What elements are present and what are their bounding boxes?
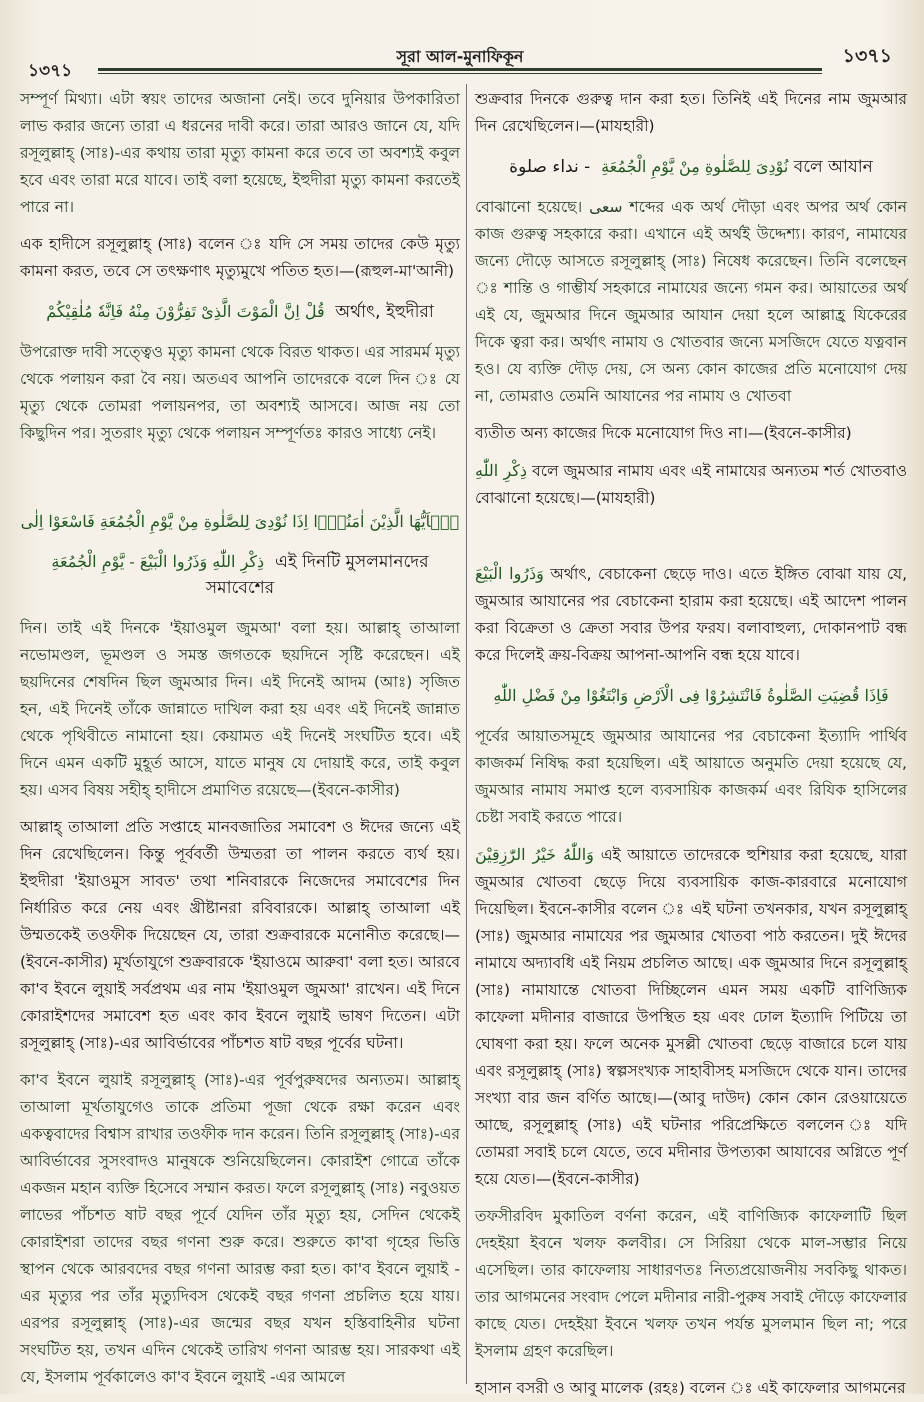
page-title: সূরা আল-মুনাফিকূন <box>396 47 524 66</box>
paragraph: আল্লাহ্ তাআলা প্রতি সপ্তাহে মানবজাতির সমাবেশ ও ঈদের জন্যে এই দিন রেখেছিলেন। কিন্তু পূর্ববর্তী উম্মতরা তা পালন করতে ব্যর্থ হয়। ইহুদীরা 'ইয়াওমুস সাবত' তথা শনিবারকে নিজেদের সমাবেশের দিন নির্ধারিত করে নেয় এবং খ্রীষ্টানরা রবিবারকে। আল্লাহ্ তাআলা এই উম্মতকেই তওফীক দিয়েছেন যে, তারা শুক্রবারকে মনোনীত করেছে।—(ইবনে-কাসীর) মূর্খতাযুগে শুক্রবারকে 'ইয়াওমে আরুবা' বলা হত। আরবে কা'ব ইবনে লুয়াই সর্বপ্রথম এর নাম 'ইয়াওমুল জুমআ' রাখেন। এই দিনে কোরাইশদের সমাবেশ হত এবং কাব ইবনে লুয়াই ভাষণ দিতেন। এটা রসূলুল্লাহ্ (সাঃ)-এর আবির্ভাবের পাঁচশত ষাট বছর পূর্বের ঘটনা। <box>20 818 460 1052</box>
spacer <box>475 522 907 560</box>
arabic-verse: ذِكْرِ اللّٰهِ <box>475 461 528 480</box>
arabic-verse: وَذَرُوا الْبَیْعَ <box>475 564 544 583</box>
paragraph <box>475 841 907 1193</box>
paragraph: হাসান বসরী ও আবু মালেক (রহঃ) বলেন ঃ এই কাফেলার আগমনের <box>475 1379 906 1397</box>
arabic-verse-line <box>20 549 460 601</box>
spacer <box>20 457 460 495</box>
paragraph: এক হাদীসে রসূলুল্লাহ্ (সাঃ) বলেন ঃ যদি সে সময় তাদের কেউ মৃত্যু কামনা করত, তবে সে তৎক্ষণাৎ মৃত্যুমুখে পতিত হত।—(রূহুল-মা'আনী) <box>20 235 460 280</box>
verse-gloss: এই দিনটি মুসলমানদের সমাবেশের <box>205 552 429 598</box>
page-number-right: ১৩৭১ <box>842 45 892 67</box>
arabic-verse: نُوْدِیَ لِلصَّلٰوةِ مِنْ یَّوْمِ الْجُمُعَةِ <box>601 157 789 176</box>
paragraph: কা'ব ইবনে লুয়াই রসূলুল্লাহ্ (সাঃ)-এর পূর্বপুরুষদের অন্যতম। আল্লাহ্ তাআলা মূর্খতাযুগেও তাকে প্রতিমা পূজা থেকে রক্ষা করেন এবং একত্ববাদের বিশ্বাস রাখার তওফীক দান করেন। তিনি রসূলুল্লাহ্ (সাঃ)-এর আবির্ভাবের সুসংবাদও মানুষকে শুনিয়েছিলেন। কোরাইশ গোত্রে তাঁকে একজন মহান ব্যক্তি হিসেবে সম্মান করত। ফলে রসূলুল্লাহ্ (সাঃ) নবুওয়ত লাভের পাঁচশত ষাট বছর পূর্বে যেদিন তাঁর মৃত্যু হয়, সেদিন থেকেই কোরাইশরা তাদের বছর গণনা শুরু করে। শুরুতে কা'বা গৃহের ভিত্তি স্থাপন থেকে আরবদের বছর গণনা আরম্ভ করা হত। কা'ব ইবনে লুয়াই - এর মৃত্যুর পর তাঁর মৃত্যুদিবস থেকেই বছর গণনা প্রচলিত হয়ে যায়। এরপর রসূলুল্লাহ্ (সাঃ)-এর জন্মের বছর যখন হস্তিবাহিনীর ঘটনা সংঘটিত হয়, তখন এদিন থেকেই তারিখ গণনা আরম্ভ হয়। সারকথা এই যে, ইসলাম পূর্বকালেও কা'ব ইবনে লুয়াই -এর আমলে <box>20 1071 460 1386</box>
column-divider <box>466 84 467 1384</box>
arabic-verse: فَاِذَا قُضِیَتِ الصَّلٰوةُ فَانْتَشِرُوْا فِی الْاَرْضِ وَابْتَغُوْا مِنْ فَضْلِ اللّٰهِ <box>493 686 889 705</box>
header-rule <box>98 68 822 71</box>
arabic-verse: ذِكْرِ اللّٰهِ وَذَرُوا الْبَیْعَ - یَّوْمِ الْجُمُعَةِ <box>51 552 265 571</box>
arabic-verse: یٰۤاَیُّهَا الَّذِیْنَ اٰمَنُوْۤا اِذَا نُوْدِیَ لِلصَّلٰوةِ مِنْ یَّوْمِ الْجُمُعَةِ فَاسْعَوْا اِلٰى <box>20 512 460 531</box>
paragraph: সম্পূর্ণ মিথ্যা। এটা স্বয়ং তাদের অজানা নেই। তবে দুনিয়ার উপকারিতা লাভ করার জন্যে তারা এ ধরনের দাবী করে। তারা আরও জানে যে, যদি রসূলুল্লাহ্ (সাঃ)-এর কথায় তারা মৃত্যু কামনা করে তবে তা অবশ্যই কবুল হবে এবং তারা মরে যাবে। তাই বলা হয়েছে, ইহুদীরা মৃত্যু কামনা করতেই পারে না। <box>20 90 460 216</box>
paragraph: উপরোক্ত দাবী সত্ত্বেও মৃত্যু কামনা থেকে বিরত থাকত। এর সারমর্ম মৃত্যু থেকে পলায়ন করা বৈ নয়। অতএব আপনি তাদেরকে বলে দিন ঃ যে মৃত্যু থেকে তোমরা পলায়নপর, তা অবশ্যই আসবে। আজ নয় তো কিছুদিন পর। সুতরাং মৃত্যু থেকে পলায়ন সম্পূর্ণতঃ কারও সাধ্যে নেই। <box>20 343 460 442</box>
arabic-verse-line <box>20 509 460 535</box>
arabic-verse-line <box>475 154 907 180</box>
paragraph: বোঝানো হয়েছে। سعى শব্দের এক অর্থ দৌড়া এবং অপর অর্থ কোন কাজ গুরুত্ব সহকারে করা। এখানে এই অর্থই উদ্দেশ্য। কারণ, নামাযের জন্যে দৌড়ে আসতে রসূলুল্লাহ্ (সাঃ) নিষেধ করেছেন। তিনি বলেছেন ঃ শান্তি ও গাম্ভীর্য সহকারে নামাযের জন্যে গমন কর। আয়াতের অর্থ এই যে, জুমআর দিনে জুমআর আযান দেয়া হলে আল্লাহ্র যিকেরের দিকে ত্বরা কর। অর্থাৎ নামায ও খোতবার জন্যে মসজিদে যেতে যত্নবান হও। যে ব্যক্তি দৌড় দেয়, সে অন্য কোন কাজের প্রতি মনোযোগ দেয় না, তোমরাও তেমনি আযানের পর নামায ও খোতবা <box>475 198 907 405</box>
arabic-verse-line <box>475 683 907 709</box>
paragraph: ব্যতীত অন্য কাজের দিকে মনোযোগ দিও না।—(ইবনে-কাসীর) <box>475 424 852 442</box>
verse-gloss: অর্থাৎ, ইহুদীরা <box>335 302 434 322</box>
verse-gloss: - نداء صلوة বলে আযান <box>509 157 873 177</box>
right-column <box>475 86 907 1397</box>
page-number-left: ১৩৭১ <box>28 61 73 81</box>
paragraph <box>475 560 907 669</box>
paragraph: তফসীরবিদ মুকাতিল বর্ণনা করেন, এই বাণিজ্যিক কাফেলাটি ছিল দেহইয়া ইবনে খলফ কলবীর। সে সিরিয়া থেকে মাল-সম্ভার নিয়ে এসেছিল। তার কাফেলায় সাধারণতঃ নিত্যপ্রয়োজনীয় সবকিছু থাকত। তার আগমনের সংবাদ পেলে মদীনার নারী-পুরুষ সবাই দৌড়ে কাফেলার কাছে যেত। দেহইয়া ইবনে খলফ তখন পর্যন্ত মুসলমান ছিল না; পরে ইসলাম গ্রহণ করেছিল। <box>475 1207 907 1360</box>
verse-gloss: এই আয়াতে তাদেরকে হুশিয়ার করা হয়েছে, যারা জুমআর খোতবা ছেড়ে দিয়ে ব্যবসায়িক কাজ-কারবারে মনোযোগ দিয়েছিল। ইবনে-কাসীর বলেন ঃ এই ঘটনা তখনকার, যখন রসূলুল্লাহ্ (সাঃ) জুমআর নামাযের পর জুমআর খোতবা পাঠ করতেন। দুই ঈদের নামাযে অদ্যাবধি এই নিয়ম প্রচলিত আছে। এক জুমআর দিনে রসূলুল্লাহ্ (সাঃ) নামাযান্তে খোতবা দিচ্ছিলেন এমন সময় একটি বাণিজ্যিক কাফেলা মদীনার বাজারে উপস্থিত হয় এবং ঢোল ইত্যাদি পিটিয়ে তা ঘোষণা করা হয়। ফলে অনেক মুসল্লী খোতবা ছেড়ে বাজারে চলে যায় এবং রসূলুল্লাহ্ (সাঃ) স্বল্পসংখ্যক সাহাবীসহ মসজিদে থেকে যান। তাদের সংখ্যা বার জন বর্ণিত আছে।—(আবু দাউদ) কোন কোন রেওয়ায়েতে আছে, রসূলুল্লাহ্ (সাঃ) এই ঘটনার পরিপ্রেক্ষিতে বললেন ঃ যদি তোমরা সবাই চলে যেতে, তবে মদীনার উপত্যকা আযাবের অগ্নিতে পূর্ণ হয়ে যেত।—(ইবনে-কাসীর) <box>475 846 907 1188</box>
header-rule-thin <box>98 73 822 74</box>
paragraph: শুক্রবার দিনকে গুরুত্ব দান করা হত। তিনিই এই দিনের নাম জুমআর দিন রেখেছিলেন।—(মাযহারী) <box>475 90 907 135</box>
left-column <box>20 86 460 1386</box>
arabic-verse-line <box>20 299 460 325</box>
verse-gloss: অর্থাৎ, বেচাকেনা ছেড়ে দাও। এতে ইঙ্গিত বোঝা যায় যে, জুমআর আযানের পর বেচাকেনা হারাম করা হয়েছে। এই আদেশ পালন করা বিক্রেতা ও ক্রেতা সবার উপর ফরয। বলাবাহুল্য, দোকানপাট বন্ধ করে দিলেই ক্রয়-বিক্রয় আপনা-আপনি বন্ধ হয়ে যাবে। <box>475 565 907 664</box>
paragraph: পূর্বের আয়াতসমূহে জুমআর আযানের পর বেচাকেনা ইত্যাদি পার্থিব কাজকর্ম নিষিদ্ধ করা হয়েছিল। এই আয়াতে অনুমতি দেয়া হয়েছে যে, জুমআর নামায সমাপ্ত হলে ব্যবসায়িক কাজকর্ম এবং রিযিক হাসিলের চেষ্টা সবাই করতে পারে। <box>475 727 907 826</box>
verse-gloss: বলে জুমআর নামায এবং এই নামাযের অন্যতম শর্ত খোতবাও বোঝানো হয়েছে।—(মাযহারী) <box>475 462 907 507</box>
page-header <box>20 38 900 81</box>
arabic-verse: قُلْ اِنَّ الْمَوْتَ الَّذِیْ تَفِرُّوْنَ مِنْهُ فَاِنَّهٗ مُلٰقِیْكُمْ <box>46 302 325 321</box>
paragraph <box>475 457 907 512</box>
arabic-verse: وَاللّٰهُ خَیْرُ الرّٰزِقِیْنَ <box>475 845 594 864</box>
paragraph: দিন। তাই এই দিনকে 'ইয়াওমুল জুমআ' বলা হয়। আল্লাহ্ তাআলা নভোমণ্ডল, ভূমণ্ডল ও সমস্ত জগতকে ছয়দিনে সৃষ্টি করেছেন। এই ছয়দিনের শেষদিন ছিল জুমআর দিন। এই দিনেই আদম (আঃ) সৃজিত হন, এই দিনেই তাঁকে জান্নাতে দাখিল করা হয় এবং এই দিনেই জান্নাত থেকে পৃথিবীতে নামানো হয়। কেয়ামত এই দিনেই সংঘটিত হবে। এই দিনে এমন একটি মুহূর্ত আসে, যাতে মানুষ যে দোয়াই করে, তাই কবুল হয়। এসব বিষয় সহীহ্ হাদীসে প্রমাণিত রয়েছে—(ইবনে-কাসীর) <box>20 619 460 799</box>
